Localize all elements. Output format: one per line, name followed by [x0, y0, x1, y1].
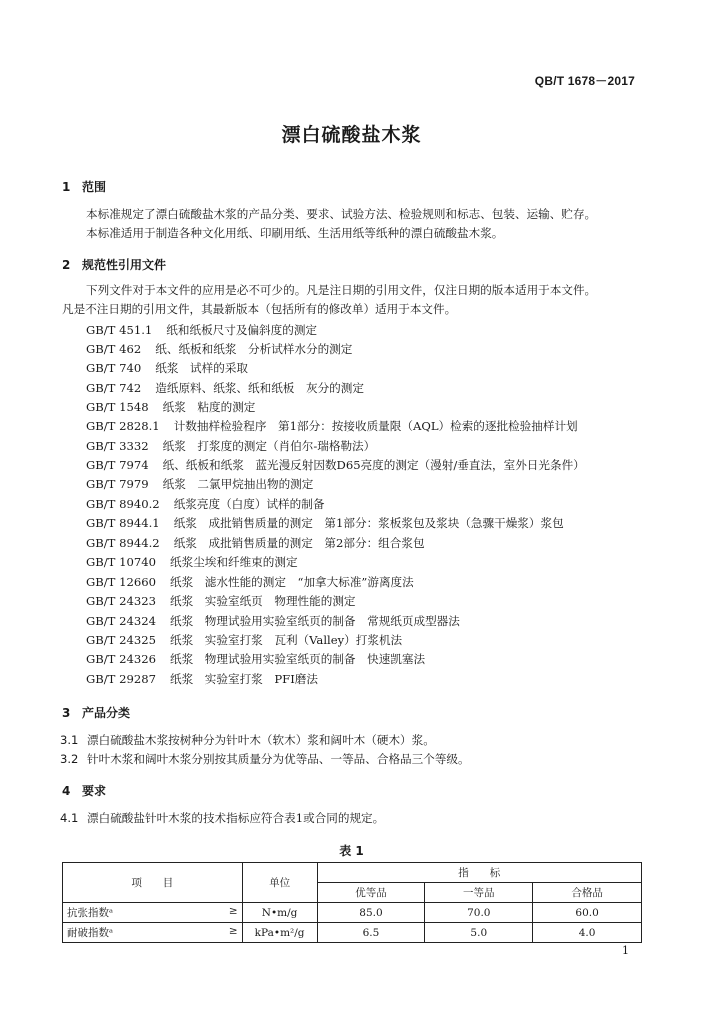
clause-item: [60, 810, 384, 826]
section-4-heading: [62, 782, 106, 799]
reference-title: 纸浆 实验室打浆 PFI磨法: [170, 672, 318, 686]
clause-number: 3.2: [60, 752, 79, 766]
reference-item: [86, 457, 585, 473]
reference-title: 纸浆 成批销售质量的测定 第2部分：组合浆包: [173, 536, 425, 550]
reference-code: GB/T 3332: [86, 439, 149, 453]
reference-title: 纸浆 成批销售质量的测定 第1部分：浆板浆包及浆块（急骤干燥浆）浆包: [173, 516, 564, 530]
reference-code: GB/T 8944.2: [86, 536, 160, 550]
reference-item: [86, 496, 324, 512]
reference-item: [86, 360, 248, 376]
row-unit: kPa•m²/g: [242, 923, 317, 943]
reference-item: [86, 476, 313, 492]
reference-item: [86, 535, 425, 551]
section-title: 产品分类: [82, 706, 131, 720]
reference-code: GB/T 8944.1: [86, 516, 160, 530]
clause-number: 3.1: [60, 733, 79, 747]
section-number: 2: [62, 258, 71, 272]
table-cell: 4.0: [533, 923, 642, 943]
reference-item: [86, 554, 298, 570]
table-header-row: [63, 863, 642, 883]
section-title: 范围: [82, 180, 107, 194]
table-cell: 70.0: [425, 903, 533, 923]
reference-code: GB/T 24323: [86, 594, 156, 608]
reference-code: GB/T 1548: [86, 400, 149, 414]
clause-number: 4.1: [60, 811, 79, 825]
table-row: [63, 903, 642, 923]
reference-title: 纸浆亮度（白度）试样的制备: [173, 497, 325, 511]
reference-title: 纸浆 物理试验用实验室纸页的制备 快速凯塞法: [170, 652, 426, 666]
reference-code: GB/T 29287: [86, 672, 156, 686]
reference-item: [86, 438, 375, 454]
reference-item: [86, 322, 317, 338]
reference-title: 纸浆 粘度的测定: [162, 400, 256, 414]
reference-item: [86, 593, 356, 609]
section-title: 规范性引用文件: [82, 258, 167, 272]
clause-item: [60, 732, 435, 748]
reference-code: GB/T 8940.2: [86, 497, 160, 511]
reference-title: 纸、纸板和纸浆 蓝光漫反射因数D65亮度的测定（漫射/垂直法，室外日光条件）: [162, 458, 585, 472]
header-grade: 优等品: [317, 883, 425, 903]
clause-text: 漂白硫酸盐木浆按树种分为针叶木（软木）浆和阔叶木（硬木）浆。: [87, 733, 435, 747]
reference-item: [86, 613, 460, 629]
reference-code: GB/T 24325: [86, 633, 156, 647]
header-grade: 一等品: [425, 883, 533, 903]
document-title: 漂白硫酸盐木浆: [281, 124, 422, 146]
section-2-heading: [62, 256, 166, 273]
page-number: 1: [622, 944, 629, 957]
row-label: [63, 923, 243, 943]
reference-title: 纸浆 实验室打浆 瓦利（Valley）打浆机法: [170, 633, 403, 647]
reference-title: 纸浆 实验室纸页 物理性能的测定: [170, 594, 356, 608]
reference-item: [86, 515, 564, 531]
clause-item: [60, 751, 470, 767]
reference-title: 纸浆 试样的采取: [155, 361, 249, 375]
header-unit: 单位: [242, 863, 317, 903]
section-number: 3: [62, 706, 71, 720]
spec-table: [62, 862, 642, 943]
clause-text: 漂白硫酸盐针叶木浆的技术指标应符合表1或合同的规定。: [87, 811, 385, 825]
row-name: 耐破指数ᵃ: [67, 927, 114, 939]
reference-code: GB/T 24326: [86, 652, 156, 666]
table-cell: 6.5: [317, 923, 425, 943]
reference-code: GB/T 451.1: [86, 323, 153, 337]
header-grade: 合格品: [533, 883, 642, 903]
section-number: 1: [62, 180, 71, 194]
comparison-sign: ≥: [228, 905, 238, 917]
reference-code: GB/T 10740: [86, 555, 156, 569]
header-item: 项 目: [63, 863, 243, 903]
reference-title: 造纸原料、纸浆、纸和纸板 灰分的测定: [155, 381, 364, 395]
reference-item: [86, 380, 364, 396]
reference-title: 纸浆 滤水性能的测定 “加拿大标准”游离度法: [170, 575, 414, 589]
clause-text: 针叶木浆和阔叶木浆分别按其质量分为优等品、一等品、合格品三个等级。: [87, 752, 470, 766]
reference-code: GB/T 7979: [86, 477, 149, 491]
paragraph: 本标准适用于制造各种文化用纸、印刷用纸、生活用纸等纸种的漂白硫酸盐木浆。: [86, 226, 504, 240]
reference-item: [86, 671, 318, 687]
reference-item: [86, 574, 414, 590]
reference-title: 纸浆 打浆度的测定（肖伯尔-瑞格勒法）: [162, 439, 376, 453]
standard-code: QB/T 1678－2017: [534, 74, 635, 88]
row-unit: N•m/g: [242, 903, 317, 923]
reference-code: GB/T 740: [86, 361, 142, 375]
reference-code: GB/T 462: [86, 342, 142, 356]
reference-title: 纸、纸板和纸浆 分析试样水分的测定: [155, 342, 353, 356]
section-3-heading: [62, 704, 130, 721]
paragraph: 本标准规定了漂白硫酸盐木浆的产品分类、要求、试验方法、检验规则和标志、包装、运输、贮存。: [86, 207, 597, 221]
table-cell: 85.0: [317, 903, 425, 923]
reference-code: GB/T 24324: [86, 614, 156, 628]
header-index: 指 标: [317, 863, 641, 883]
reference-item: [86, 341, 352, 357]
section-number: 4: [62, 784, 71, 798]
reference-item: [86, 418, 578, 434]
paragraph: 凡是不注日期的引用文件，其最新版本（包括所有的修改单）适用于本文件。: [62, 302, 457, 316]
reference-item: [86, 651, 425, 667]
reference-title: 纸浆尘埃和纤维束的测定: [170, 555, 298, 569]
reference-code: GB/T 742: [86, 381, 142, 395]
table-cell: 5.0: [425, 923, 533, 943]
row-name: 抗张指数ᵃ: [67, 907, 114, 919]
section-1-heading: [62, 178, 106, 195]
table-cell: 60.0: [533, 903, 642, 923]
section-title: 要求: [82, 784, 107, 798]
reference-code: GB/T 12660: [86, 575, 156, 589]
table-caption: 表 1: [339, 844, 364, 858]
reference-title: 纸浆 二氯甲烷抽出物的测定: [162, 477, 314, 491]
reference-title: 计数抽样检验程序 第1部分：按接收质量限（AQL）检索的逐批检验抽样计划: [173, 419, 578, 433]
reference-item: [86, 399, 255, 415]
reference-item: [86, 632, 402, 648]
reference-code: GB/T 7974: [86, 458, 149, 472]
comparison-sign: ≥: [228, 925, 238, 937]
reference-title: 纸和纸板尺寸及偏斜度的测定: [166, 323, 318, 337]
row-label: [63, 903, 243, 923]
reference-code: GB/T 2828.1: [86, 419, 160, 433]
paragraph: 下列文件对于本文件的应用是必不可少的。凡是注日期的引用文件，仅注日期的版本适用于本文件。: [86, 283, 597, 297]
table-row: [63, 923, 642, 943]
reference-title: 纸浆 物理试验用实验室纸页的制备 常规纸页成型器法: [170, 614, 460, 628]
